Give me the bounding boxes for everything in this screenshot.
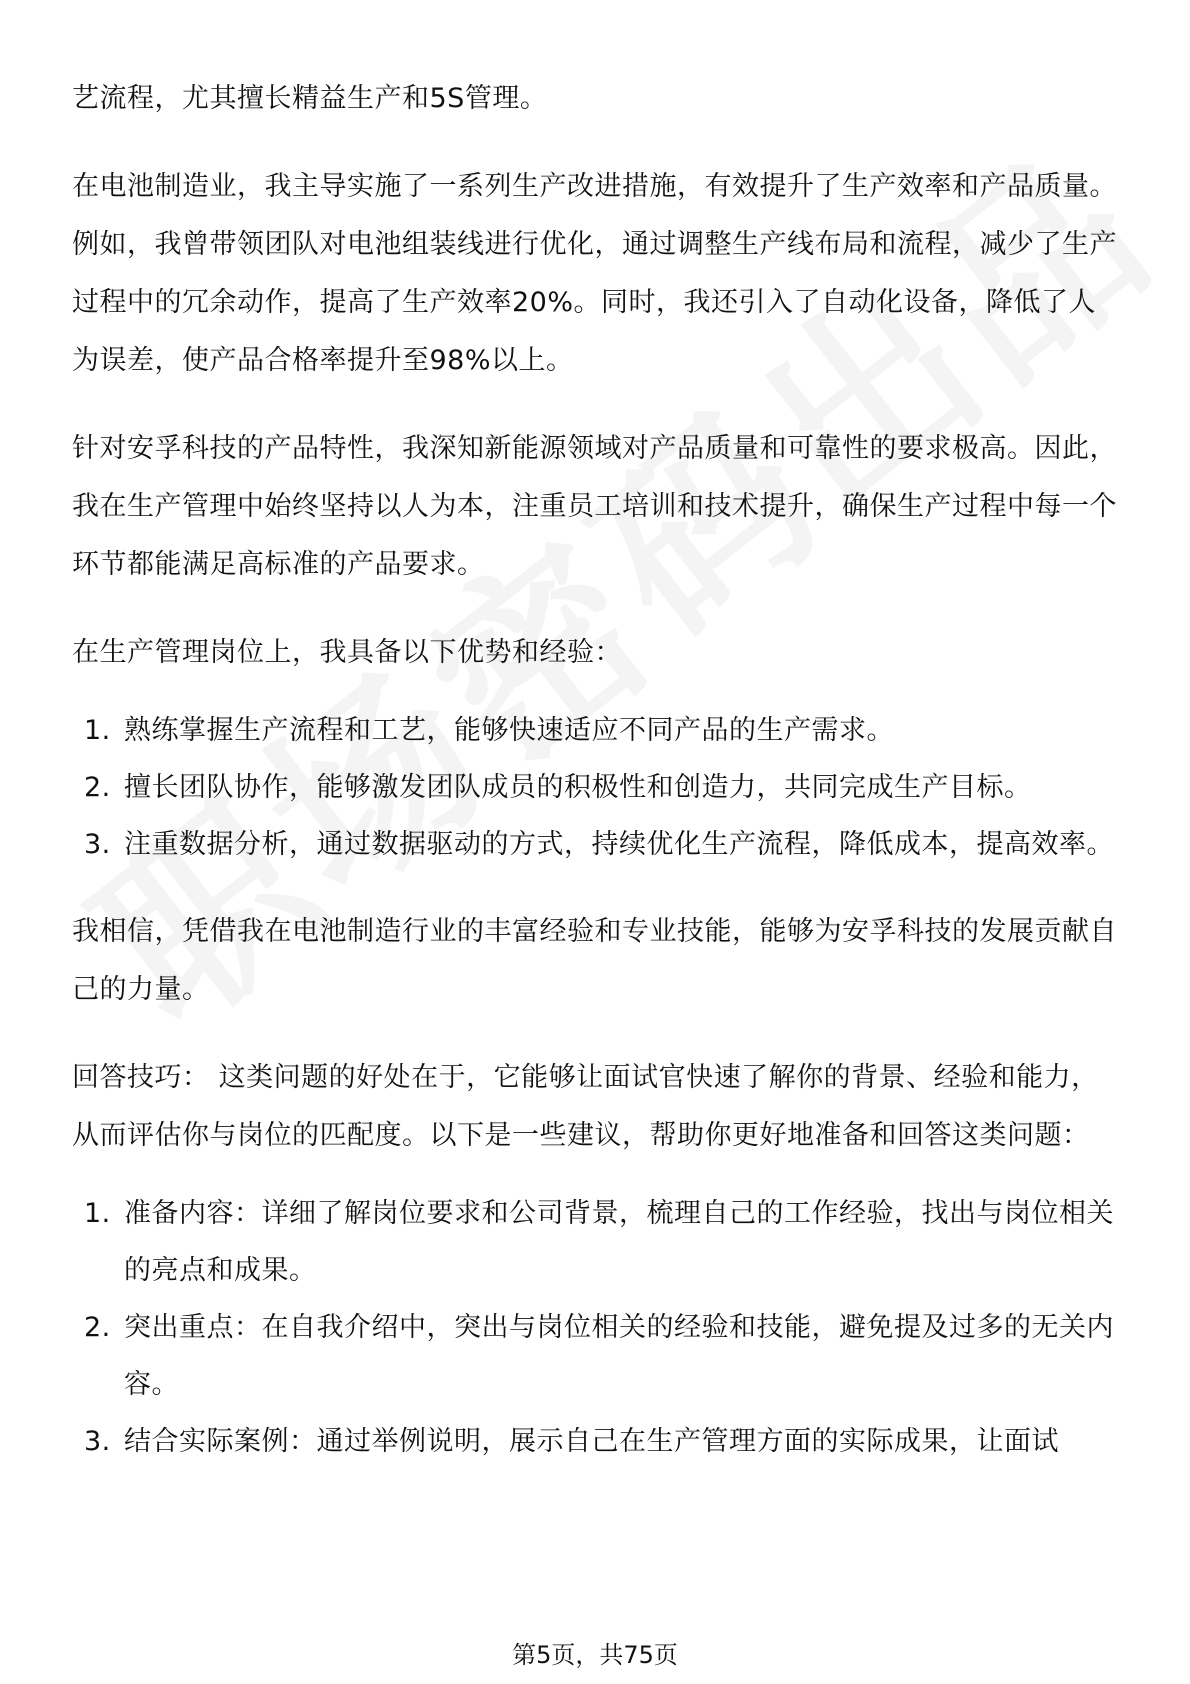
- list-item-text: 准备内容：详细了解岗位要求和公司背景，梳理自己的工作经验，找出与岗位相关的亮点和成果。: [124, 1198, 1114, 1286]
- list-item: [72, 702, 1122, 759]
- page-footer: 第5页，共75页: [512, 1641, 678, 1669]
- tips-list: [72, 1185, 1122, 1470]
- list-number: 3.: [84, 829, 111, 860]
- paragraph: 艺流程，尤其擅长精益生产和5S管理。: [72, 83, 548, 114]
- paragraph: 在电池制造业，我主导实施了一系列生产改进措施，有效提升了生产效率和产品质量。例如，我曾带领团队对电池组装线进行优化，通过调整生产线布局和流程，减少了生产过程中的冗余动作，提高了生产效率20%。同时，我还引入了自动化设备，降低了人为误差，使产品合格率提升至98%以上。: [72, 171, 1117, 376]
- advantages-list: [72, 702, 1122, 873]
- list-item-text: 结合实际案例：通过举例说明，展示自己在生产管理方面的实际成果，让面试: [124, 1426, 1059, 1457]
- page-content: [72, 70, 1122, 1470]
- paragraph: 针对安孚科技的产品特性，我深知新能源领域对产品质量和可靠性的要求极高。因此，我在生产管理中始终坚持以人为本，注重员工培训和技术提升，确保生产过程中每一个环节都能满足高标准的产品要求。: [72, 433, 1117, 580]
- list-item: [72, 1185, 1122, 1299]
- list-item: [72, 1299, 1122, 1413]
- list-item-text: 擅长团队协作，能够激发团队成员的积极性和创造力，共同完成生产目标。: [124, 772, 1032, 803]
- list-number: 2.: [84, 1312, 111, 1343]
- paragraph: 我相信，凭借我在电池制造行业的丰富经验和专业技能，能够为安孚科技的发展贡献自己的力量。: [72, 916, 1117, 1005]
- paragraph: 在生产管理岗位上，我具备以下优势和经验：: [72, 637, 622, 668]
- list-number: 1.: [84, 1198, 111, 1229]
- list-item-text: 注重数据分析，通过数据驱动的方式，持续优化生产流程，降低成本，提高效率。: [124, 829, 1114, 860]
- list-number: 3.: [84, 1426, 111, 1457]
- list-item-text: 熟练掌握生产流程和工艺，能够快速适应不同产品的生产需求。: [124, 715, 894, 746]
- list-item: [72, 759, 1122, 816]
- list-item: [72, 816, 1122, 873]
- paragraph: 回答技巧： 这类问题的好处在于，它能够让面试官快速了解你的背景、经验和能力，从而评估你与岗位的匹配度。以下是一些建议，帮助你更好地准备和回答这类问题：: [72, 1062, 1099, 1151]
- list-number: 1.: [84, 715, 111, 746]
- list-item-text: 突出重点：在自我介绍中，突出与岗位相关的经验和技能，避免提及过多的无关内容。: [124, 1312, 1114, 1400]
- list-number: 2.: [84, 772, 111, 803]
- list-item: [72, 1413, 1122, 1470]
